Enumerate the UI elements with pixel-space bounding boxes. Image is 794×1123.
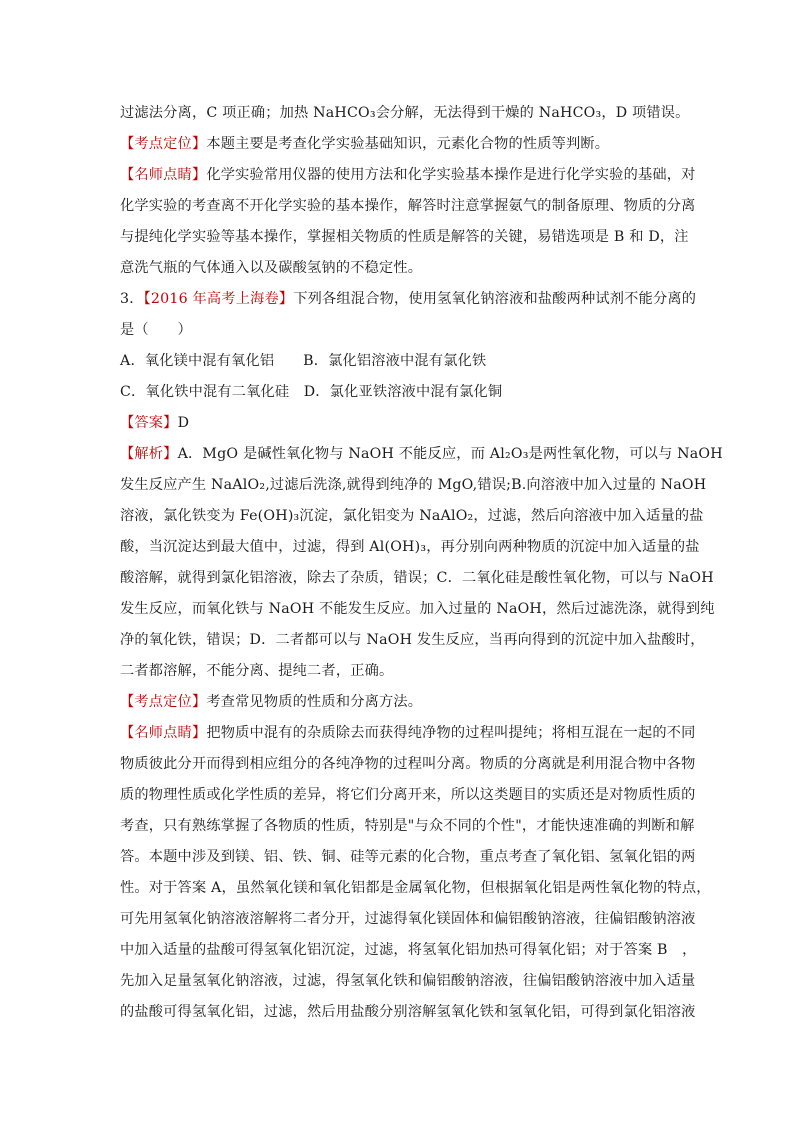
answer-tag: 【答案】	[120, 415, 178, 431]
mingshi-text: 化学实验常用仪器的使用方法和化学实验基本操作是进行化学实验的基础，对	[206, 167, 696, 183]
text-line: 性。对于答案 A，虽然氧化镁和氧化铝都是金属氧化物，但根据氧化铝是两性氧化物的特点，	[120, 880, 711, 896]
kaodian-tag: 【考点定位】	[120, 136, 207, 152]
kaodian-text: 本题主要是考查化学实验基础知识，元素化合物的性质等判断。	[206, 136, 610, 152]
text-line: 质的物理性质或化学性质的差异，将它们分离开来，所以这类题目的实质还是对物质性质的	[120, 787, 696, 803]
answer-value: D	[177, 415, 190, 431]
text-line: 发生反应，而氧化铁与 NaOH 不能发生反应。加入过量的 NaOH，然后过滤洗涤，就得到纯	[120, 601, 715, 617]
text-line: 净的氧化铁，错误；D．二者都可以与 NaOH 发生反应，当再向得到的沉淀中加入盐酸时，	[120, 632, 705, 648]
question-number: 3．	[120, 291, 144, 307]
text-line: 二者都溶解，不能分离、提纯二者，正确。	[120, 663, 394, 679]
text-line: 发生反应产生 NaAlO₂,过滤后洗涤,就得到纯净的 MgO,错误;B.向溶液中加入过量的 NaOH	[120, 477, 707, 493]
text-line: 与提纯化学实验等基本操作，掌握相关物质的性质是解答的关键，易错选项是 B 和 D，注	[120, 229, 689, 245]
jiexi-tag: 【解析】	[120, 446, 178, 462]
stem-text: 是（ ）	[120, 322, 192, 338]
jiexi-line	[120, 444, 723, 464]
text-line: 中加入适量的盐酸可得氢氧化铝沉淀，过滤，将氢氧化铝加热可得氧化铝；对于答案 B ，	[120, 942, 697, 958]
text-line: 可先用氢氧化钠溶液溶解将二者分开，过滤得氧化镁固体和偏铝酸钠溶液，往偏铝酸钠溶液	[120, 911, 696, 927]
q2-mingshi-line	[120, 165, 696, 185]
jiexi-text: A．MgO 是碱性氧化物与 NaOH 不能反应，而 Al₂O₃是两性氧化物，可以与 NaOH	[177, 446, 723, 462]
option-line: A．氧化镁中混有氧化铝 B．氯化铝溶液中混有氯化铁	[120, 353, 487, 369]
q3-mingshi-line	[120, 723, 696, 743]
source-tag: 【2016 年高考上海卷】	[143, 291, 294, 307]
text-line: 酸溶解，就得到氯化铝溶液，除去了杂质，错误；C．二氧化硅是酸性氧化物，可以与 NaOH	[120, 570, 714, 586]
q2-kaodian-line	[120, 134, 680, 154]
mingshi-text: 把物质中混有的杂质除去而获得纯净物的过程叫提纯；将相互混在一起的不同	[206, 725, 696, 741]
question-stem	[120, 289, 697, 309]
text-line: 化学实验的考查离不开化学实验的基本操作，解答时注意掌握氨气的制备原理、物质的分离	[120, 198, 696, 214]
text-line: 考查，只有熟练掌握了各物质的性质，特别是"与众不同的个性"，才能快速准确的判断和解	[120, 818, 695, 834]
q3-kaodian-line	[120, 692, 680, 712]
stem-text: 下列各组混合物，使用氢氧化钠溶液和盐酸两种试剂不能分离的	[293, 291, 697, 307]
text-line: 过滤法分离，C 项正确；加热 NaHCO₃会分解，无法得到干燥的 NaHCO₃，D 项错误。	[120, 105, 690, 121]
text-line: 物质彼此分开而得到相应组分的各纯净物的过程叫分离。物质的分离就是利用混合物中各物	[120, 756, 696, 772]
mingshi-tag: 【名师点睛】	[120, 167, 207, 183]
answer-line	[120, 413, 680, 433]
text-line: 酸，当沉淀达到最大值中，过滤，得到 Al(OH)₃，再分别向两种物质的沉淀中加入适量的盐	[120, 539, 700, 555]
kaodian-tag: 【考点定位】	[120, 694, 207, 710]
mingshi-tag: 【名师点睛】	[120, 725, 207, 741]
kaodian-text: 考查常见物质的性质和分离方法。	[206, 694, 423, 710]
text-line: 答。本题中涉及到镁、铝、铁、铜、硅等元素的化合物，重点考查了氧化铝、氢氧化铝的两	[120, 849, 696, 865]
text-line: 的盐酸可得氢氧化铝，过滤，然后用盐酸分别溶解氢氧化铁和氢氧化铝，可得到氯化铝溶液	[120, 1004, 696, 1020]
text-line: 溶液，氯化铁变为 Fe(OH)₃沉淀，氯化铝变为 NaAlO₂，过滤，然后向溶液中加入适量的盐	[120, 508, 704, 524]
text-line: 意洗气瓶的气体通入以及碳酸氢钠的不稳定性。	[120, 260, 423, 276]
option-line: C．氧化铁中混有二氧化硅 D．氯化亚铁溶液中混有氯化铜	[120, 384, 503, 400]
text-line: 先加入足量氢氧化钠溶液，过滤，得氢氧化铁和偏铝酸钠溶液，往偏铝酸钠溶液中加入适量	[120, 973, 696, 989]
